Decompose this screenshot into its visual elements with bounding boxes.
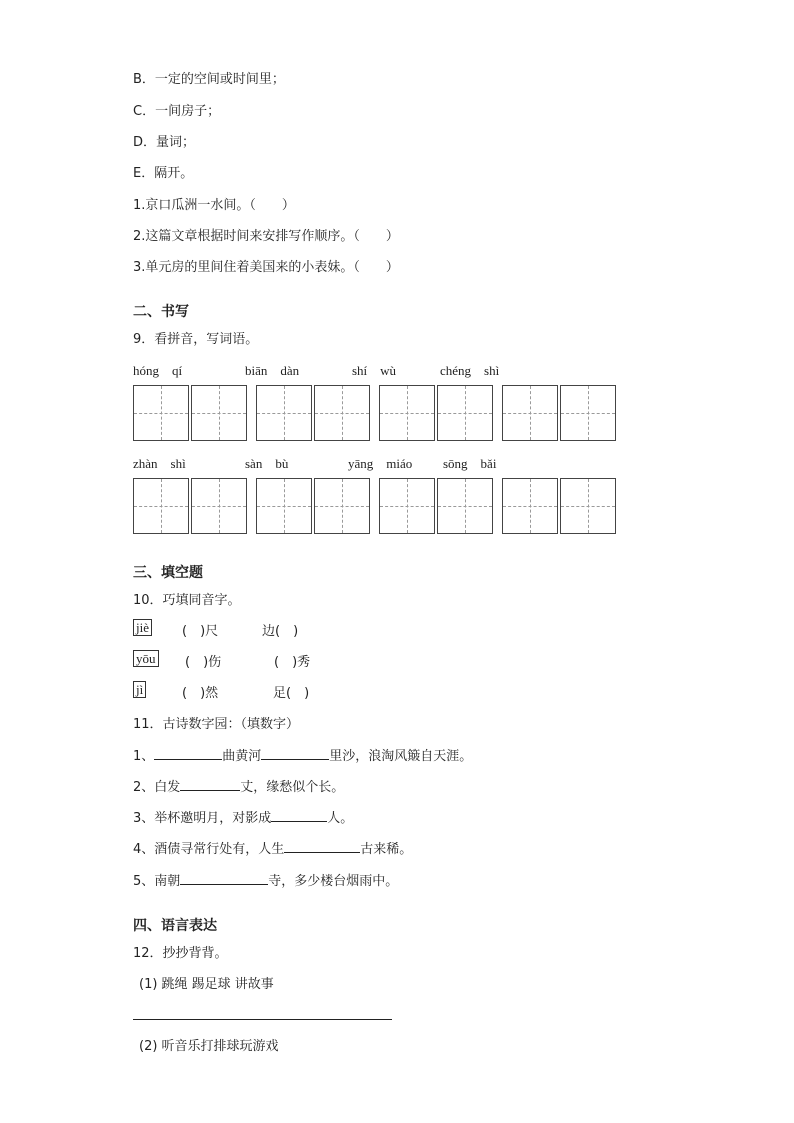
q8-item-2: 2.这篇文章根据时间来安排写作顺序。（ ） [133, 229, 399, 244]
homophone-2b: ( )秀 [274, 655, 311, 670]
poem-line-5 [133, 870, 398, 889]
homophone-1b: 边( ) [262, 624, 299, 639]
writing-box[interactable] [437, 385, 493, 441]
answer-blank[interactable] [154, 747, 222, 760]
poem-num: 1、 [133, 749, 155, 764]
pinyin-2: biān dàn [245, 363, 300, 378]
pinyin-5: zhàn shì [133, 456, 186, 471]
writing-box[interactable] [379, 478, 435, 534]
section-title-fill: 三、填空题 [133, 565, 203, 581]
homophone-2a: ( )伤 [185, 655, 222, 670]
pinyin-1: hóng qí [133, 363, 183, 378]
homophone-3a: ( )然 [182, 686, 219, 701]
writing-box[interactable] [560, 478, 616, 534]
answer-line[interactable] [133, 1019, 392, 1020]
writing-box[interactable] [133, 478, 189, 534]
pinyin-3: shí wù [352, 363, 397, 378]
q11-prompt: 11．古诗数字园：（填数字） [133, 717, 300, 732]
answer-blank[interactable] [271, 809, 327, 822]
answer-blank[interactable] [180, 872, 268, 885]
pinyin-8: sōng bǎi [443, 456, 497, 471]
answer-blank[interactable] [261, 747, 329, 760]
q10-prompt: 10．巧填同音字。 [133, 593, 241, 608]
poem-text: 曲黄河 [222, 749, 262, 764]
pinyin-box: jì [133, 681, 146, 698]
poem-text: 3、举杯邀明月，对影成 [133, 811, 272, 826]
q12-item-1: (1) 跳绳 踢足球 讲故事 [139, 977, 274, 992]
q12-prompt: 12．抄抄背背。 [133, 946, 228, 961]
pinyin-7: yāng miáo [348, 456, 413, 471]
writing-box[interactable] [314, 385, 370, 441]
poem-line-2 [133, 776, 344, 795]
q8-item-3: 3.单元房的里间住着美国来的小表妹。（ ） [133, 260, 399, 275]
poem-line-3 [133, 807, 353, 826]
option-c: C．一间房子； [133, 104, 221, 119]
writing-box[interactable] [379, 385, 435, 441]
writing-box[interactable] [560, 385, 616, 441]
poem-text: 丈，缘愁似个长。 [240, 780, 345, 795]
writing-box[interactable] [256, 385, 312, 441]
homophone-3b: 足( ) [273, 686, 310, 701]
answer-blank[interactable] [180, 778, 240, 791]
section-title-expression: 四、语言表达 [133, 918, 217, 934]
option-d: D．量词； [133, 135, 196, 150]
poem-text: 里沙，浪淘风簸自天涯。 [329, 749, 473, 764]
homophone-1a: ( )尺 [182, 624, 219, 639]
poem-text: 寺，多少楼台烟雨中。 [268, 874, 399, 889]
poem-line-4 [133, 838, 412, 857]
pinyin-4: chéng shì [440, 363, 500, 378]
homophone-pinyin-2 [133, 651, 159, 667]
answer-blank[interactable] [284, 840, 360, 853]
option-e: E．隔开。 [133, 166, 194, 181]
pinyin-box: yōu [133, 650, 159, 667]
q9-prompt: 9．看拼音，写词语。 [133, 332, 259, 347]
pinyin-box: jiè [133, 619, 152, 636]
poem-text: 人。 [327, 811, 354, 826]
writing-box[interactable] [437, 478, 493, 534]
poem-text: 古来稀。 [360, 842, 413, 857]
poem-text: 2、白发 [133, 780, 181, 795]
writing-box[interactable] [502, 478, 558, 534]
option-b: B．一定的空间或时间里； [133, 72, 285, 87]
homophone-pinyin-1 [133, 620, 152, 636]
writing-box[interactable] [502, 385, 558, 441]
writing-box[interactable] [314, 478, 370, 534]
q12-item-2: (2) 听音乐打排球玩游戏 [139, 1039, 279, 1054]
pinyin-6: sàn bù [245, 456, 289, 471]
writing-box[interactable] [256, 478, 312, 534]
section-title-writing: 二、书写 [133, 304, 189, 320]
q8-item-1: 1.京口瓜洲一水间。（ ） [133, 198, 295, 213]
homophone-pinyin-3 [133, 682, 146, 698]
writing-box[interactable] [191, 385, 247, 441]
poem-text: 4、酒债寻常行处有，人生 [133, 842, 285, 857]
poem-line-1 [133, 745, 472, 764]
writing-box[interactable] [191, 478, 247, 534]
poem-text: 5、南朝 [133, 874, 181, 889]
writing-box[interactable] [133, 385, 189, 441]
